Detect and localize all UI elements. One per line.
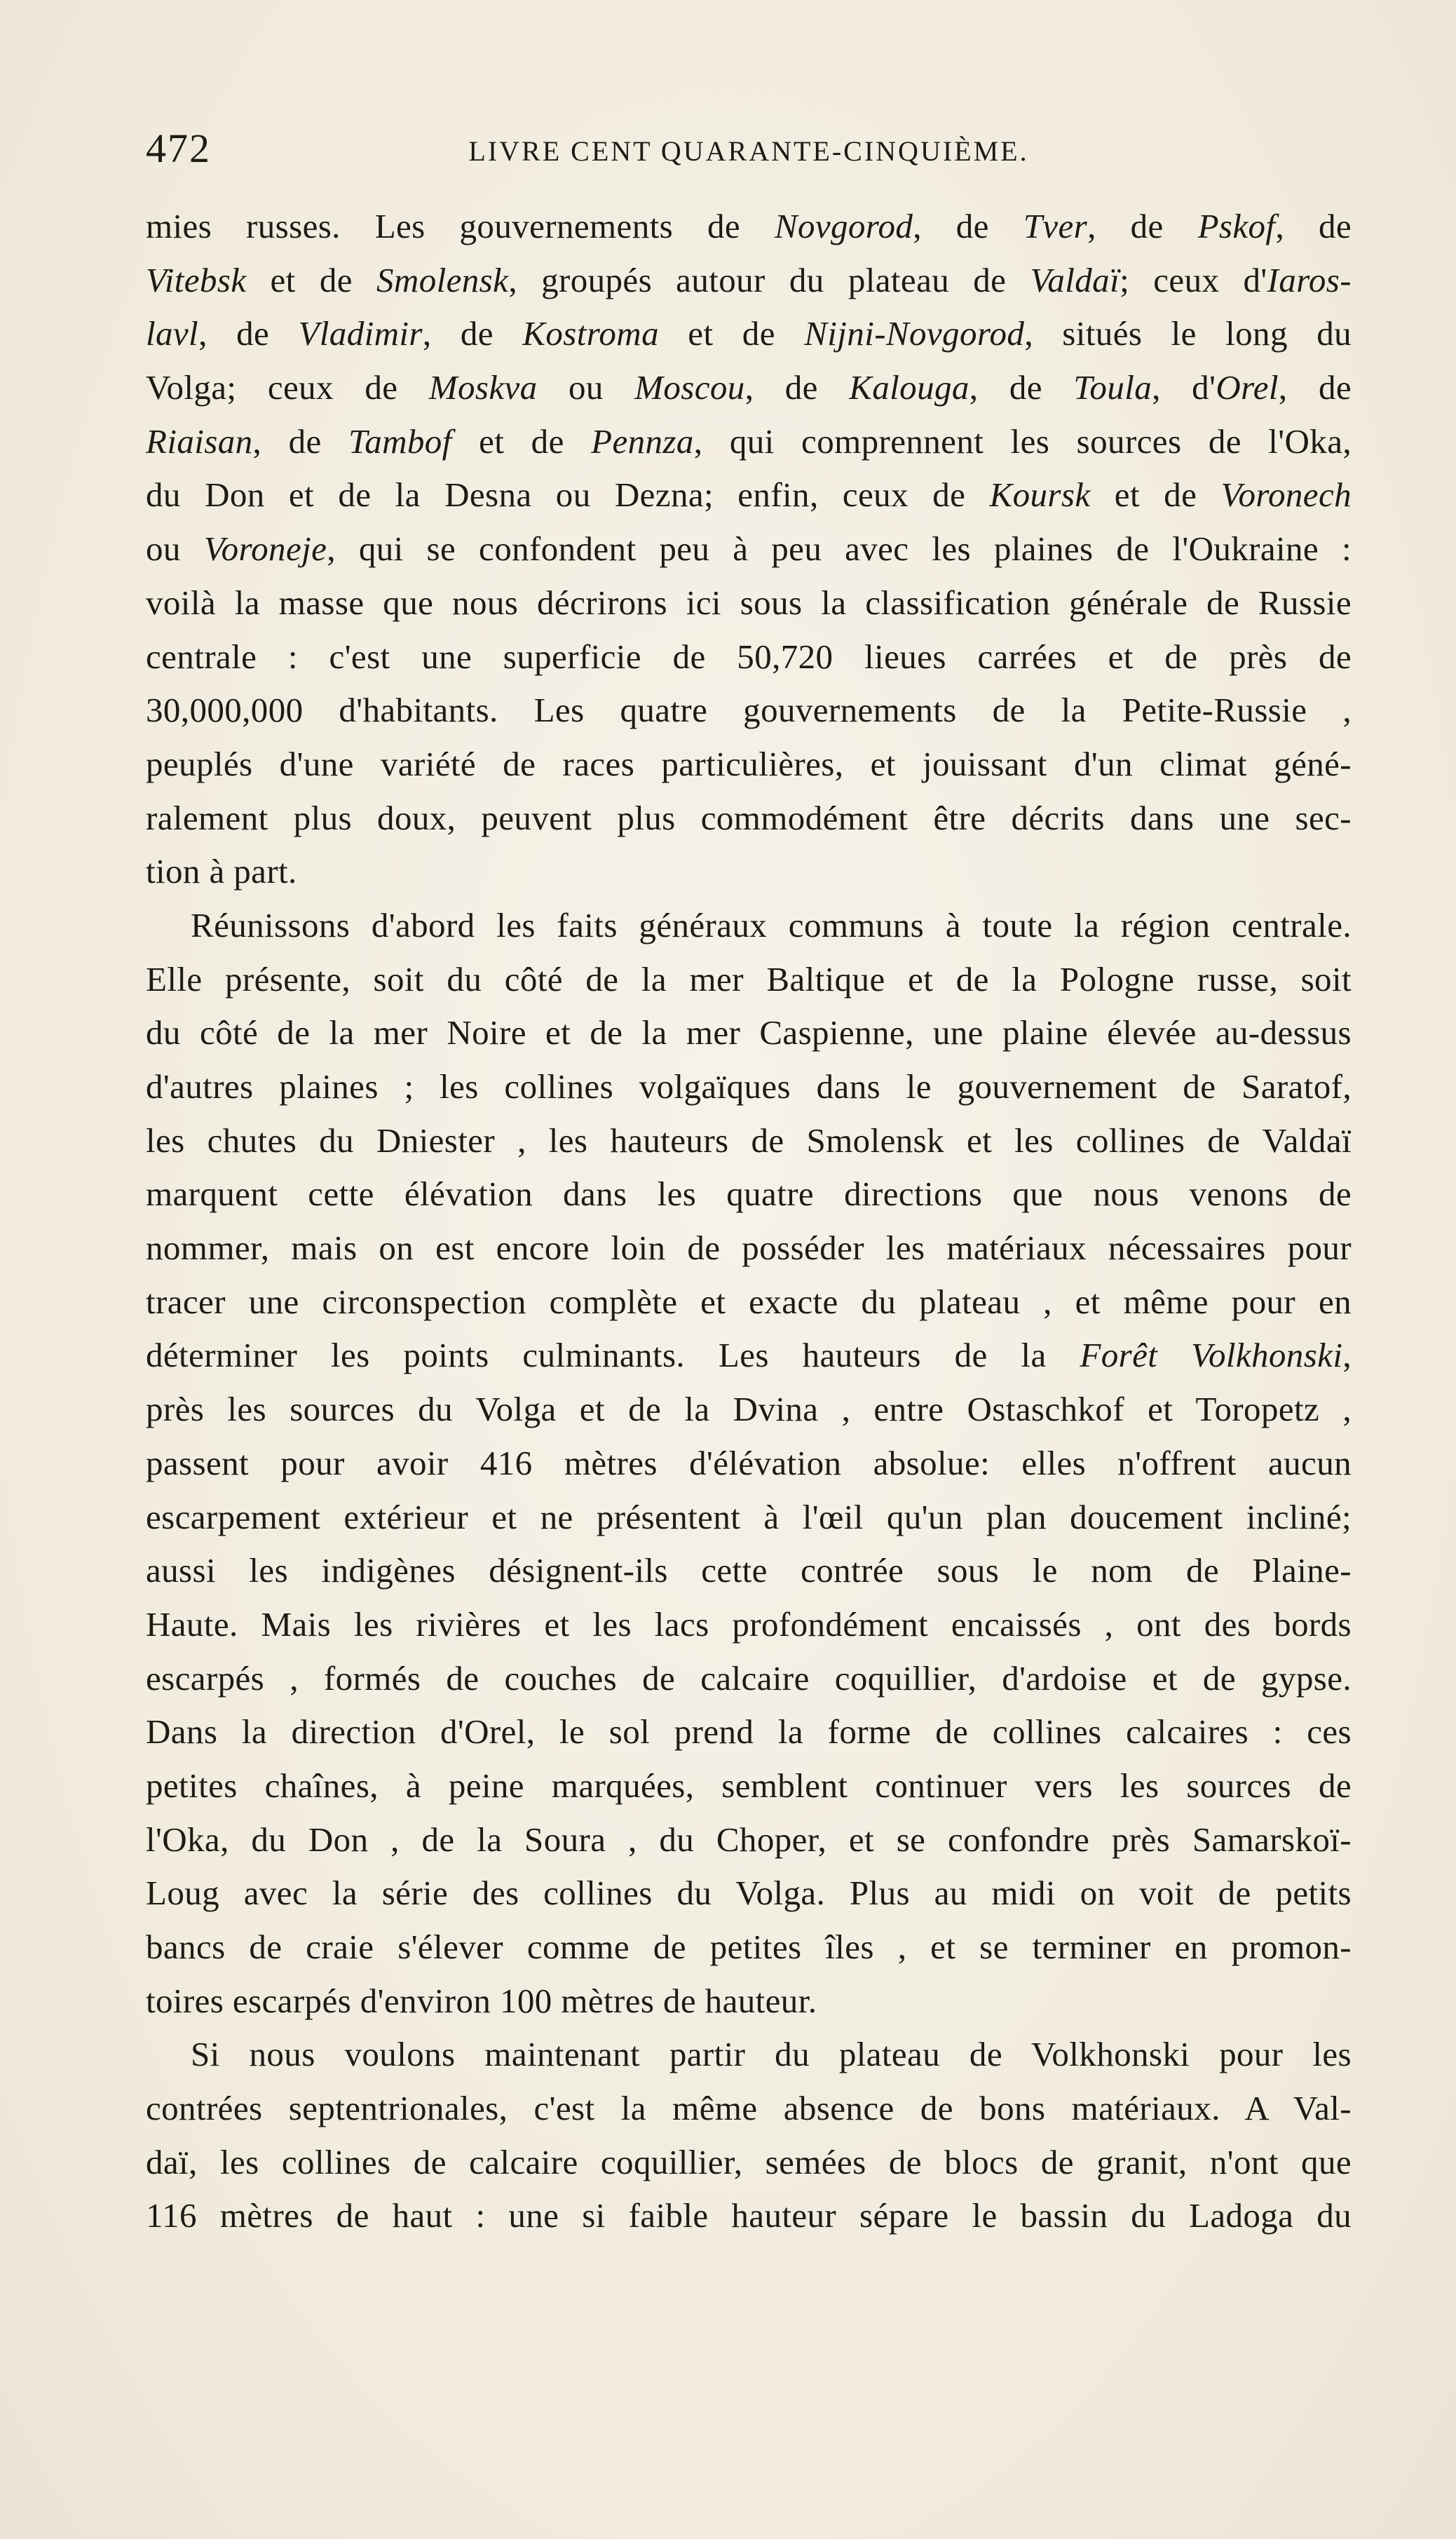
text-line (146, 845, 1352, 899)
text-segment: Si nous voulons maintenant partir du plateau de Volkhonski pour les (191, 2035, 1352, 2074)
place-name: Kalouga (849, 368, 969, 407)
text-line (146, 1167, 1352, 1221)
text-segment: du côté de la mer Noire et de la mer Caspienne, une plaine élevée au-dessus (146, 1013, 1352, 1052)
text-segment: , de (913, 207, 1023, 245)
page-header (146, 125, 1352, 171)
text-segment: ou (146, 529, 204, 569)
text-line (146, 738, 1352, 792)
text-segment: , de (1087, 207, 1198, 245)
text-segment: , (1342, 1336, 1352, 1375)
text-line (146, 630, 1352, 684)
text-line (146, 899, 1352, 953)
place-name: Orel (1216, 368, 1279, 407)
text-segment: d'autres plaines ; les collines volgaïques dans le gouvernement de Saratof, (146, 1067, 1352, 1106)
text-segment: , de (422, 314, 523, 353)
text-segment: , de (252, 421, 349, 461)
text-line (146, 1275, 1352, 1329)
place-name: Voroneje (203, 529, 327, 569)
text-line (146, 1544, 1352, 1598)
text-line (146, 1975, 1352, 2029)
text-segment: ou (537, 368, 635, 407)
text-line (146, 1329, 1352, 1383)
text-segment: , situés le long du (1024, 314, 1352, 353)
text-segment: nommer, mais on est encore loin de posséder les matériaux nécessaires pour (146, 1228, 1352, 1268)
text-line (146, 361, 1352, 415)
text-line (146, 1921, 1352, 1975)
text-line (146, 1060, 1352, 1114)
place-name: Tver (1023, 207, 1088, 245)
text-segment: 30,000,000 d'habitants. Les quatre gouvernements de la Petite-Russie , (146, 691, 1352, 730)
place-name: Iaros- (1267, 260, 1352, 299)
body-text (146, 200, 1352, 2243)
text-segment: contrées septentrionales, c'est la même absence de bons matériaux. A Val- (146, 2089, 1352, 2128)
place-name: Vitebsk (146, 260, 247, 299)
text-line (146, 2136, 1352, 2190)
text-segment: , groupés autour du plateau de (508, 260, 1030, 299)
text-segment: mies russes. Les gouvernements de (146, 207, 775, 245)
text-segment: petites chaînes, à peine marquées, semblent continuer vers les sources de (146, 1766, 1352, 1805)
place-name: Vladimir (298, 314, 423, 353)
text-segment: près les sources du Volga et de la Dvina , entre Ostaschkof et Toropetz , (146, 1390, 1352, 1429)
text-segment: daï, les collines de calcaire coquillier, semées de blocs de granit, n'ont que (146, 2142, 1352, 2181)
text-line (146, 200, 1352, 254)
place-name: Pennza (591, 421, 694, 461)
text-segment: et de (246, 260, 377, 299)
place-name: Smolensk (376, 260, 509, 299)
place-name: Valdaï (1030, 260, 1120, 299)
text-line (146, 684, 1352, 738)
text-segment: 116 mètres de haut : une si faible hauteur sépare le bassin du Ladoga du (146, 2196, 1352, 2235)
place-name: Voronech (1220, 475, 1352, 515)
text-line (146, 576, 1352, 630)
text-line (146, 2082, 1352, 2136)
text-line (146, 953, 1352, 1007)
text-line (146, 1437, 1352, 1491)
text-segment: Réunissons d'abord les faits généraux communs à toute la région centrale. (191, 905, 1352, 944)
place-name: Pskof (1197, 207, 1276, 245)
place-name: lavl (146, 314, 199, 353)
text-line (146, 522, 1352, 576)
text-segment: les chutes du Dniester , les hauteurs de Smolensk et les collines de Valdaï (146, 1120, 1352, 1160)
text-segment: Loug avec la série des collines du Volga. Plus au midi on voit de petits (146, 1874, 1352, 1913)
page-number: 472 (146, 126, 211, 171)
place-name: Nijni-Novgorod (804, 314, 1025, 353)
text-segment: du Don et de la Desna ou Dezna; enfin, ceux de (146, 475, 990, 515)
text-segment: déterminer les points culminants. Les hauteurs de la (146, 1336, 1080, 1375)
text-segment: et de (1090, 475, 1221, 515)
text-segment: Haute. Mais les rivières et les lacs profondément encaissés , ont des bords (146, 1604, 1352, 1644)
text-segment: , qui se confondent peu à peu avec les plaines de l'Oukraine : (327, 529, 1352, 569)
text-segment: peuplés d'une variété de races particulières, et jouissant d'un climat géné- (146, 744, 1352, 783)
text-line (146, 415, 1352, 469)
text-line (146, 2189, 1352, 2243)
text-line (146, 1006, 1352, 1060)
place-name: Riaisan (146, 421, 253, 461)
text-segment: et de (451, 421, 592, 461)
text-segment: passent pour avoir 416 mètres d'élévation absolue: elles n'offrent aucun (146, 1443, 1352, 1482)
text-line (146, 1759, 1352, 1813)
place-name: Kostroma (522, 314, 659, 353)
text-segment: l'Oka, du Don , de la Soura , du Choper, et se confondre près Samarskoï- (146, 1820, 1352, 1859)
text-segment: voilà la masse que nous décrirons ici sous la classification générale de Russie (146, 583, 1352, 622)
text-segment: ; ceux d' (1120, 260, 1267, 299)
text-line (146, 1114, 1352, 1168)
text-segment: tion à part. (146, 852, 297, 891)
text-line (146, 1652, 1352, 1706)
text-segment: escarpement extérieur et ne présentent à l'œil qu'un plan doucement incliné; (146, 1497, 1352, 1536)
text-line (146, 1221, 1352, 1275)
text-segment: marquent cette élévation dans les quatre directions que nous venons de (146, 1174, 1352, 1214)
text-segment: , qui comprennent les sources de l'Oka, (693, 421, 1352, 461)
text-line (146, 792, 1352, 846)
place-name: Moskva (428, 368, 538, 407)
text-segment: tracer une circonspection complète et exacte du plateau , et même pour en (146, 1282, 1352, 1321)
place-name: Forêt Volkhonski (1080, 1336, 1343, 1375)
text-line (146, 2028, 1352, 2082)
text-line (146, 468, 1352, 522)
place-name: Novgorod (774, 207, 913, 245)
text-line (146, 1813, 1352, 1867)
text-segment: centrale : c'est une superficie de 50,720 lieues carrées et de près de (146, 637, 1352, 676)
text-segment: , de (1275, 207, 1352, 245)
text-segment: , de (969, 368, 1074, 407)
text-segment: , de (744, 368, 850, 407)
text-line (146, 254, 1352, 308)
text-segment: , d' (1152, 368, 1216, 407)
text-line (146, 1491, 1352, 1545)
text-segment: , de (1278, 368, 1352, 407)
text-segment: Dans la direction d'Orel, le sol prend la forme de collines calcaires : ces (146, 1712, 1352, 1752)
text-segment: ralement plus doux, peuvent plus commodément être décrits dans une sec- (146, 798, 1352, 837)
text-segment: escarpés , formés de couches de calcaire coquillier, d'ardoise et de gypse. (146, 1658, 1352, 1698)
place-name: Tambof (348, 421, 452, 461)
place-name: Moscou (634, 368, 745, 407)
text-line (146, 1867, 1352, 1921)
text-segment: toires escarpés d'environ 100 mètres de hauteur. (146, 1981, 817, 2020)
text-segment: et de (658, 314, 805, 353)
text-segment: Elle présente, soit du côté de la mer Baltique et de la Pologne russe, soit (146, 959, 1352, 998)
place-name: Toula (1073, 368, 1152, 407)
text-segment: aussi les indigènes désignent-ils cette contrée sous le nom de Plaine- (146, 1551, 1352, 1590)
text-line (146, 1383, 1352, 1437)
text-line (146, 1705, 1352, 1759)
running-title: LIVRE CENT QUARANTE-CINQUIÈME. (468, 135, 1029, 167)
text-segment: Volga; ceux de (146, 368, 429, 407)
text-segment: bancs de craie s'élever comme de petites îles , et se terminer en promon- (146, 1928, 1352, 1966)
text-segment: , de (198, 314, 299, 353)
place-name: Koursk (989, 475, 1091, 515)
text-line (146, 1598, 1352, 1652)
text-line (146, 307, 1352, 361)
